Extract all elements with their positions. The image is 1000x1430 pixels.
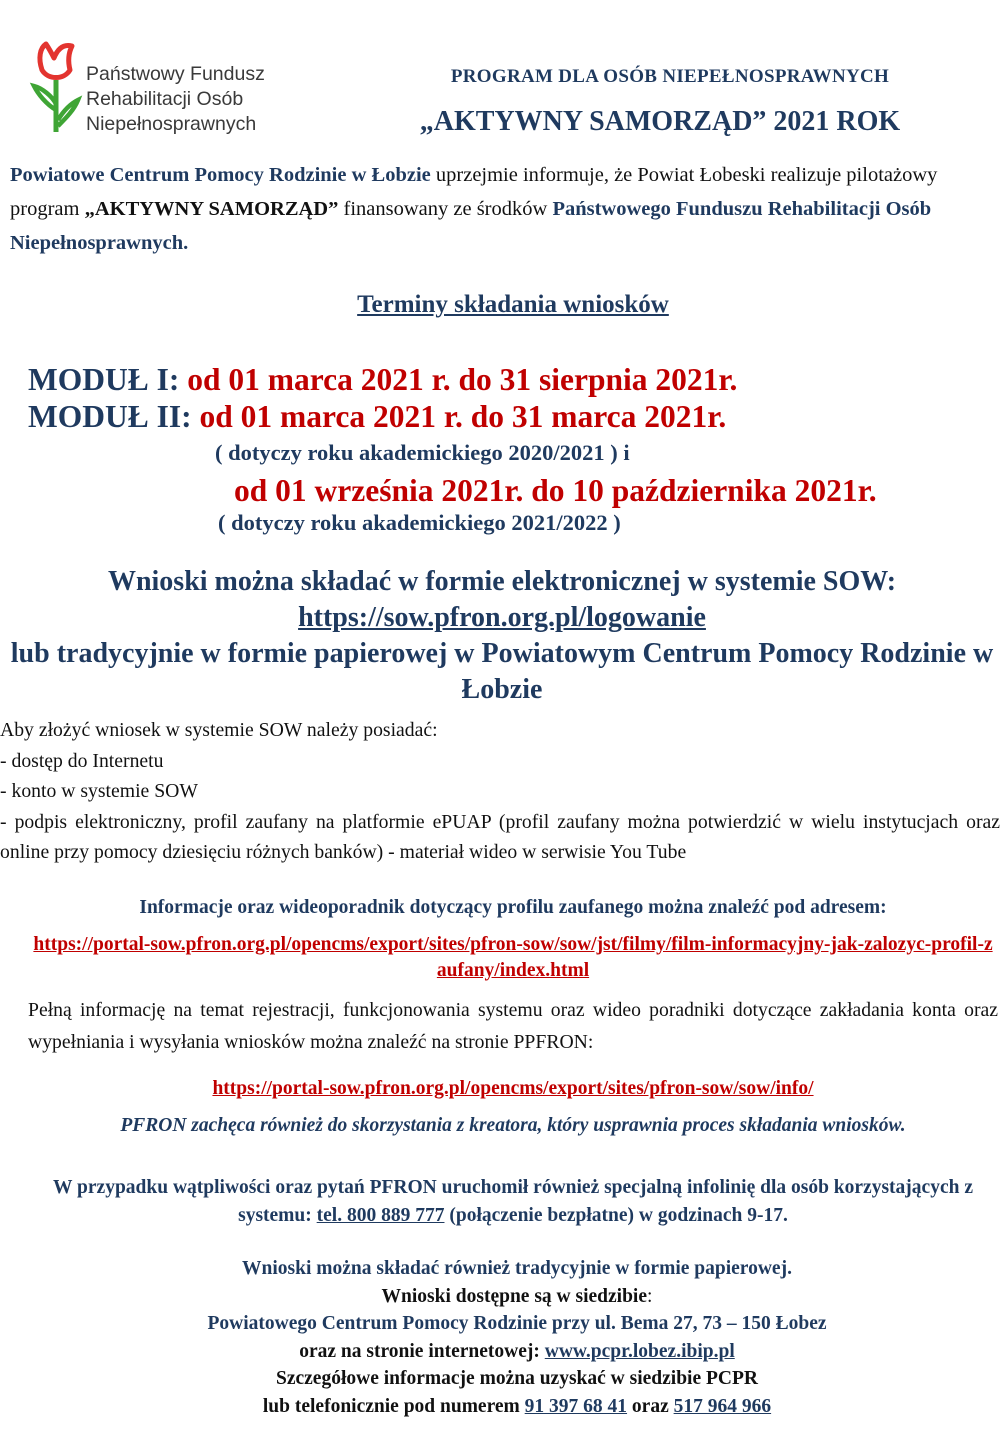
sow-info-link[interactable]: https://portal-sow.pfron.org.pl/opencms/export/sites/pfron-sow/sow/info/	[212, 1078, 814, 1099]
module-2-note-1: ( dotyczy roku akademickiego 2020/2021 ) i	[215, 440, 630, 465]
phone-1-link[interactable]: 91 397 68 41	[524, 1395, 628, 1417]
helpline-info	[0, 1174, 1000, 1230]
terms-title: Terminy składania wniosków	[357, 291, 669, 318]
list-item: - dostęp do Internetu	[0, 749, 164, 772]
module-1-label: MODUŁ I:	[28, 362, 180, 397]
sow-line-1: Wnioski można składać w formie elektronicznej w systemie SOW:	[107, 566, 897, 597]
intro-org: Powiatowe Centrum Pomocy Rodzinie w Łobzie	[10, 164, 431, 186]
program-heading: PROGRAM DLA OSÓB NIEPEŁNOSPRAWNYCH	[450, 66, 890, 87]
phone-separator: oraz	[627, 1395, 674, 1417]
module-2-label: MODUŁ II:	[28, 399, 192, 434]
sow-line-2: lub tradycyjnie w formie papierowej w Powiatowym Centrum Pomocy Rodzinie w Łobzie	[10, 638, 994, 705]
profile-info-heading: Informacje oraz wideoporadnik dotyczący profilu zaufanego można znaleźć pod adresem:	[139, 897, 887, 918]
profile-video-link-wrap	[0, 932, 1000, 984]
phone-label: lub telefonicznie pod numerem	[262, 1395, 525, 1417]
website-link[interactable]: www.pcpr.lobez.ibip.pl	[544, 1340, 735, 1362]
phone-2-link[interactable]: 517 964 966	[673, 1395, 772, 1417]
full-info-paragraph: Pełną informację na temat rejestracji, funkcjonowania systemu oraz wideo poradniki dotyczące zakładania konta oraz wypełniania i wysyłania wniosków można znaleźć na stronie PPFRON:	[28, 999, 998, 1053]
availability-colon: :	[647, 1285, 653, 1307]
intro-text-1: uprzejmie informuje, że Powiat Łobeski realizuje pilotażowy program	[10, 164, 938, 220]
helpline-text-1: W przypadku wątpliwości oraz pytań PFRON uruchomił również specjalną infolinię dla osób korzystających z systemu:	[53, 1177, 973, 1226]
contact-block	[0, 1255, 1000, 1420]
logo-line-1: Państwowy Fundusz	[86, 63, 265, 85]
intro-fund: Państwowego Funduszu Rehabilitacji Osób Niepełnosprawnych.	[10, 198, 932, 254]
sow-login-link[interactable]: https://sow.pfron.org.pl/logowanie	[298, 602, 706, 633]
module-1-dates: od 01 marca 2021 r. do 31 sierpnia 2021r.	[179, 362, 738, 397]
pfron-logo-icon	[28, 40, 88, 135]
sow-info	[0, 564, 1000, 708]
address-line: Powiatowego Centrum Pomocy Rodzinie przy ul. Bema 27, 73 – 150 Łobez	[207, 1313, 827, 1334]
intro-text-2: finansowany ze środków	[338, 198, 553, 220]
helpline-text-2: (połączenie bezpłatne) w godzinach 9-17.	[444, 1205, 788, 1226]
module-2-line	[28, 399, 726, 435]
list-item: - podpis elektroniczny, profil zaufany na platformie ePUAP (profil zaufany można potwierdzić w wielu instytucjach oraz online przy pomocy dziesięciu różnych banków) - materiał wideo w serwisie You Tube	[0, 810, 1000, 863]
program-title: „AKTYWNY SAMORZĄD” 2021 ROK	[419, 106, 901, 137]
sow-info-link-wrap	[0, 1078, 1000, 1100]
list-item: - konto w systemie SOW	[0, 780, 198, 802]
module-2-dates-2: od 01 września 2021r. do 10 października 2021r.	[234, 473, 877, 508]
module-1-line	[28, 362, 737, 398]
pfron-encouragement: PFRON zachęca również do skorzystania z kreatora, który usprawnia proces składania wniosków.	[120, 1115, 906, 1136]
intro-program: „AKTYWNY SAMORZĄD”	[84, 198, 339, 220]
details-line: Szczegółowe informacje można uzyskać w siedzibie PCPR	[276, 1368, 758, 1389]
logo-line-2: Rehabilitacji Osób	[86, 88, 244, 110]
module-2-note-2: ( dotyczy roku akademickiego 2021/2022 )	[218, 510, 621, 535]
intro-paragraph	[10, 158, 990, 260]
profile-video-link[interactable]: https://portal-sow.pfron.org.pl/opencms/export/sites/pfron-sow/sow/jst/filmy/film-informacyjny-jak-zalozyc-profil-zaufany/index.html	[33, 934, 993, 981]
module-2-dates-1: od 01 marca 2021 r. do 31 marca 2021r.	[191, 399, 727, 434]
logo-text	[86, 62, 265, 137]
website-label: oraz na stronie internetowej:	[299, 1340, 545, 1362]
requirements-intro: Aby złożyć wniosek w systemie SOW należy posiadać:	[0, 719, 438, 741]
helpline-phone-link[interactable]: tel. 800 889 777	[316, 1205, 445, 1226]
requirements-list	[0, 715, 1000, 868]
availability-line: Wnioski dostępne są w siedzibie	[381, 1285, 648, 1307]
paper-submission-line: Wnioski można składać również tradycyjnie w formie papierowej.	[242, 1258, 792, 1279]
logo-line-3: Niepełnosprawnych	[86, 113, 257, 135]
